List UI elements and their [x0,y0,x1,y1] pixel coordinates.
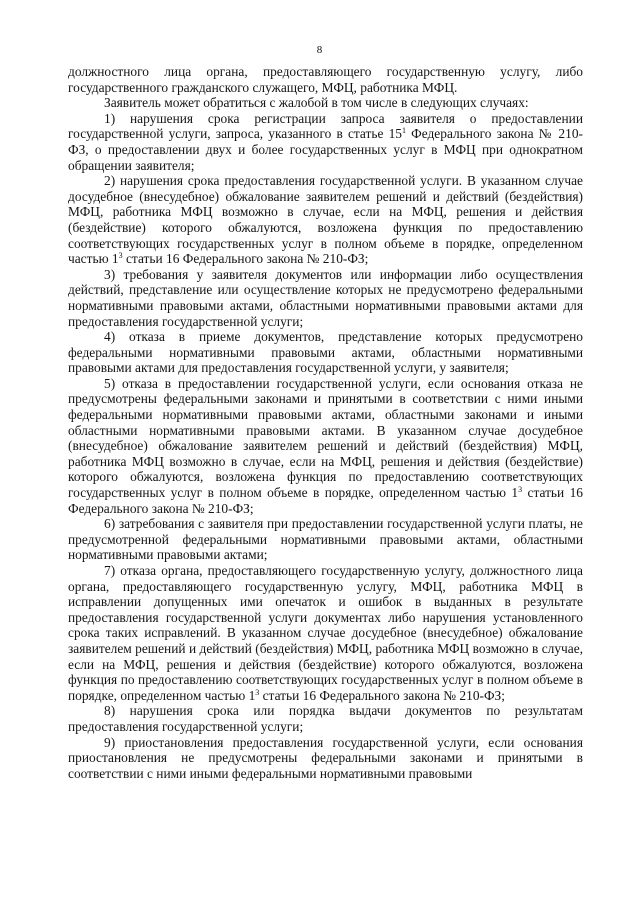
paragraph-text: статьи 16 Федерального закона № 210-ФЗ; [122,251,369,267]
paragraph-text: статьи 16 Федерального закона № 210-ФЗ; [68,485,583,516]
paragraph-10 [68,703,583,734]
page-number: 8 [316,44,323,56]
paragraph-6 [68,329,583,376]
document-body [68,64,583,781]
paragraph-5 [68,267,583,329]
superscript: 3 [518,485,523,495]
paragraph-text: 9) приостановления предоставления государственной услуги, если основания приостановления не предусмотрены федеральными законами и принятыми в соответствии с ними иными федеральными нормативными правовыми [68,734,583,781]
paragraph-11 [68,735,583,782]
paragraph-2 [68,95,583,111]
paragraph-9 [68,563,583,703]
paragraph-8 [68,516,583,563]
paragraph-text: статьи 16 Федерального закона № 210-ФЗ; [259,687,505,703]
paragraph-text: Федерального закона № 210-ФЗ, о предоставлении двух и более государственных услуг в МФЦ при однократном обращении заявителя; [68,126,583,173]
paragraph-text: 5) отказа в предоставлении государственной услуги, если основания отказа не предусмотрены федеральными законами и принятыми в соответствии с ними иными федеральными нормативными правовыми актами, областными законами и иными областными нормативными правовыми актами. В указанном случае досудебное (внесудебное) обжалование заявителем решений и действий (бездействия) МФЦ, работника МФЦ возможно в случае, если на МФЦ, решения и действия (бездействие) которого обжалуются, возложена функция по предоставлению соответствующих государственных услуг в полном объеме в порядке, определенном частью 1 [68,375,583,501]
paragraph-7 [68,376,583,516]
paragraph-text: Заявитель может обратиться с жалобой в том числе в следующих случаях: [104,95,529,111]
paragraph-1 [68,64,583,95]
paragraph-text: 6) затребования с заявителя при предоставлении государственной услуги платы, не предусмотренной федеральными нормативными правовыми актами, областными нормативными правовыми актами; [68,516,583,563]
superscript: 3 [118,251,123,261]
paragraph-text: 1) нарушения срока регистрации запроса заявителя о предоставлении государственной услуги, запроса, указанного в статье 15 [68,110,583,142]
paragraph-text: 3) требования у заявителя документов или информации либо осуществления действий, представление или осуществление которых не предусмотрено федеральными нормативными правовыми актами, областными нормативными правовыми актами для предоставления государственной услуги; [68,266,583,329]
paragraph-text: 4) отказа в приеме документов, представление которых предусмотрено федеральными нормативными правовыми актами, областными нормативными правовыми актами для предоставления государственной услуги, у заявителя; [68,329,583,376]
superscript: 1 [401,126,406,136]
paragraph-text: 8) нарушения срока или порядка выдачи документов по результатам предоставления государственной услуги; [68,703,583,734]
paragraph-text: 2) нарушения срока предоставления государственной услуги. В указанном случае досудебное (внесудебное) обжалование заявителем решений и действий (бездействия) МФЦ, работника МФЦ возможно в случае, если на МФЦ, решения и действия (бездействие) которого обжалуются, возложена функция по предоставлению соответствующих государственных услуг в полном объеме в порядке, определенном частью 1 [68,173,583,267]
paragraph-text: 7) отказа органа, предоставляющего государственную услугу, должностного лица органа, предоставляющего государственную услугу, МФЦ, работника МФЦ в исправлении допущенных ими опечаток и ошибок в выданных в результате предоставления государственной услуги документах либо нарушения установленного срока таких исправлений. В указанном случае досудебное (внесудебное) обжалование заявителем решений и действий (бездействия) МФЦ, работника МФЦ возможно в случае, если на МФЦ, решения и действия (бездействие) которого обжалуются, возложена функция по предоставлению соответствующих государственных услуг в полном объеме в порядке, определенном частью 1 [68,563,583,703]
paragraph-text: должностного лица органа, предоставляющего государственную услугу, либо государственного гражданского служащего, МФЦ, работника МФЦ. [68,64,583,95]
superscript: 3 [255,687,260,697]
paragraph-4 [68,173,583,267]
paragraph-3 [68,111,583,173]
